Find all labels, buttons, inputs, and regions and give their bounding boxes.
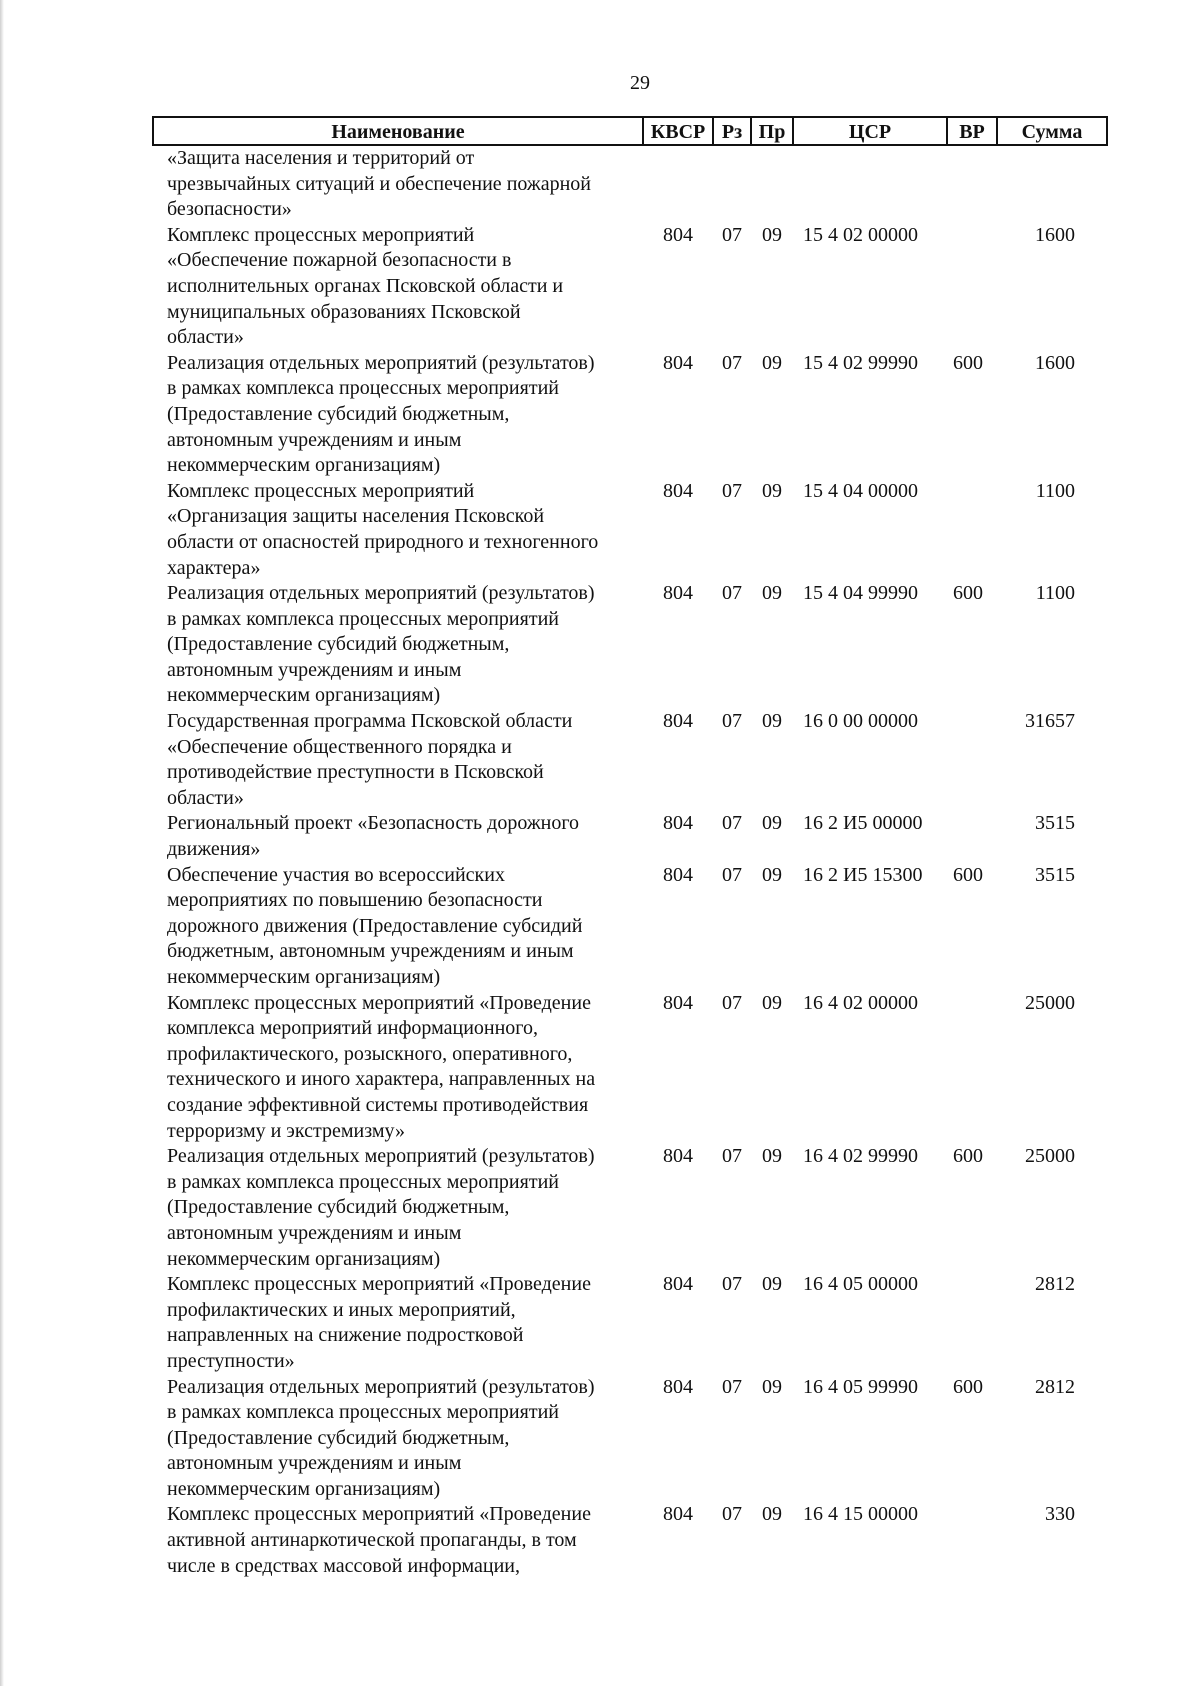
cell-kvsr: 804 (663, 991, 693, 1014)
cell-csr: 16 0 00 00000 (803, 710, 918, 733)
cell-sum: 1100 (1035, 479, 1075, 502)
cell-pr: 09 (762, 991, 782, 1014)
cell-name: Реализация отдельных мероприятий (результатов) в рамках комплекса процессных мероприятий (Предоставление субсидий бюджетным, автономным учреждениям и иным некоммерческим организациям) (167, 582, 595, 707)
cell-name: Реализация отдельных мероприятий (результатов) в рамках комплекса процессных мероприятий (Предоставление субсидий бюджетным, автономным учреждениям и иным некоммерческим организациям) (167, 1145, 595, 1270)
cell-csr: 16 4 05 99990 (803, 1375, 918, 1398)
header-csr: ЦСР (793, 117, 947, 145)
cell-sum: 25000 (1025, 1145, 1075, 1168)
cell-name: Обеспечение участия во всероссийских мероприятиях по повышению безопасности дорожного движения (Предоставление субсидий бюджетным, автономным учреждениям и иным некоммерческим организациям) (167, 863, 583, 988)
cell-csr: 15 4 04 99990 (803, 582, 918, 605)
cell-rz: 07 (722, 991, 742, 1014)
table-row (153, 1144, 1107, 1272)
cell-csr: 15 4 02 99990 (803, 351, 918, 374)
budget-table-container (152, 116, 1106, 1579)
cell-rz: 07 (722, 863, 742, 886)
cell-kvsr: 804 (663, 1375, 693, 1398)
cell-sum: 2812 (1035, 1375, 1075, 1398)
table-row (153, 709, 1107, 811)
cell-kvsr: 804 (663, 582, 693, 605)
cell-sum: 1600 (1035, 351, 1075, 374)
cell-name: Комплекс процессных мероприятий «Проведение профилактических и иных мероприятий, направленных на снижение подростковой преступности» (167, 1273, 591, 1372)
cell-sum: 2812 (1035, 1273, 1075, 1296)
header-vr: ВР (947, 117, 997, 145)
cell-rz (713, 145, 751, 223)
cell-name: Комплекс процессных мероприятий «Организация защиты населения Псковской области от опасностей природного и техногенного характера» (167, 479, 599, 579)
cell-name: «Защита населения и территорий от чрезвычайных ситуаций и обеспечение пожарной безопасности» (167, 147, 591, 221)
cell-csr: 16 2 И5 15300 (803, 863, 923, 886)
table-row (153, 351, 1107, 479)
cell-pr: 09 (762, 1273, 782, 1296)
cell-pr: 09 (762, 351, 782, 374)
cell-kvsr: 804 (663, 351, 693, 374)
cell-csr: 16 4 02 99990 (803, 1145, 918, 1168)
cell-pr: 09 (762, 479, 782, 502)
cell-rz: 07 (722, 582, 742, 605)
header-rz: Рз (713, 117, 751, 145)
cell-sum (997, 145, 1107, 223)
cell-vr: 600 (953, 863, 983, 886)
cell-vr (947, 223, 997, 351)
page-number: 29 (630, 72, 650, 94)
cell-name: Комплекс процессных мероприятий «Проведение активной антинаркотической пропаганды, в том числе в средствах массовой информации, (167, 1503, 591, 1577)
cell-name: Реализация отдельных мероприятий (результатов) в рамках комплекса процессных мероприятий (Предоставление субсидий бюджетным, автономным учреждениям и иным некоммерческим организациям) (167, 1375, 595, 1500)
table-row (153, 1502, 1107, 1579)
cell-rz: 07 (722, 223, 742, 246)
table-row (153, 811, 1107, 862)
header-sum: Сумма (997, 117, 1107, 145)
table-body (153, 145, 1107, 1579)
cell-sum: 3515 (1035, 812, 1075, 835)
cell-sum: 25000 (1025, 991, 1075, 1014)
table-row (153, 581, 1107, 709)
cell-pr: 09 (762, 1503, 782, 1526)
cell-csr: 16 4 05 00000 (803, 1273, 918, 1296)
cell-kvsr: 804 (663, 1273, 693, 1296)
cell-pr: 09 (762, 710, 782, 733)
cell-vr: 600 (953, 351, 983, 374)
cell-sum: 1100 (1035, 582, 1075, 605)
cell-kvsr: 804 (663, 479, 693, 502)
cell-pr (751, 145, 793, 223)
cell-name: Региональный проект «Безопасность дорожного движения» (167, 812, 580, 861)
cell-rz: 07 (722, 351, 742, 374)
cell-pr: 09 (762, 812, 782, 835)
cell-kvsr: 804 (663, 812, 693, 835)
table-row (153, 1375, 1107, 1503)
cell-sum: 1600 (1035, 223, 1075, 246)
cell-pr: 09 (762, 1145, 782, 1168)
cell-name: Государственная программа Псковской области «Обеспечение общественного порядка и противодействие преступности в Псковской области» (167, 710, 573, 809)
cell-kvsr (643, 145, 713, 223)
cell-sum: 3515 (1035, 863, 1075, 886)
table-row (153, 223, 1107, 351)
cell-vr: 600 (953, 1375, 983, 1398)
cell-csr: 16 2 И5 00000 (803, 812, 923, 835)
cell-vr (947, 479, 997, 581)
cell-vr (947, 1502, 997, 1579)
cell-vr: 600 (953, 1145, 983, 1168)
cell-pr: 09 (762, 1375, 782, 1398)
cell-name: Комплекс процессных мероприятий «Проведение комплекса мероприятий информационного, профилактического, розыскного, оперативного, технического и иного характера, направленных на создание эффективной системы противодействия терроризму и экстремизму» (167, 991, 596, 1142)
table-row (153, 991, 1107, 1145)
cell-kvsr: 804 (663, 223, 693, 246)
cell-rz: 07 (722, 812, 742, 835)
table-row (153, 1272, 1107, 1374)
cell-vr (947, 145, 997, 223)
cell-vr: 600 (953, 582, 983, 605)
budget-table (152, 116, 1108, 1579)
cell-rz: 07 (722, 710, 742, 733)
cell-name: Реализация отдельных мероприятий (результатов) в рамках комплекса процессных мероприятий (Предоставление субсидий бюджетным, автономным учреждениям и иным некоммерческим организациям) (167, 351, 595, 477)
cell-pr: 09 (762, 223, 782, 246)
table-row (153, 863, 1107, 991)
header-name: Наименование (153, 117, 643, 145)
cell-rz: 07 (722, 1273, 742, 1296)
cell-pr: 09 (762, 863, 782, 886)
cell-vr (947, 1272, 997, 1374)
cell-csr: 16 4 02 00000 (803, 991, 918, 1014)
cell-vr (947, 811, 997, 862)
table-header-row (153, 117, 1107, 145)
table-row (153, 145, 1107, 223)
cell-csr: 16 4 15 00000 (803, 1503, 918, 1526)
cell-csr (793, 145, 947, 223)
cell-vr (947, 709, 997, 811)
cell-rz: 07 (722, 1503, 742, 1526)
cell-kvsr: 804 (663, 1145, 693, 1168)
cell-pr: 09 (762, 582, 782, 605)
header-pr: Пр (751, 117, 793, 145)
cell-rz: 07 (722, 479, 742, 502)
cell-sum: 31657 (1025, 710, 1075, 733)
scan-edge (0, 0, 4, 1686)
header-kvsr: КВСР (643, 117, 713, 145)
cell-sum: 330 (1045, 1503, 1075, 1526)
cell-rz: 07 (722, 1375, 742, 1398)
cell-vr (947, 991, 997, 1145)
cell-csr: 15 4 04 00000 (803, 479, 918, 502)
cell-kvsr: 804 (663, 863, 693, 886)
cell-rz: 07 (722, 1145, 742, 1168)
cell-kvsr: 804 (663, 710, 693, 733)
cell-csr: 15 4 02 00000 (803, 223, 918, 246)
table-row (153, 479, 1107, 581)
cell-kvsr: 804 (663, 1503, 693, 1526)
cell-name: Комплекс процессных мероприятий «Обеспечение пожарной безопасности в исполнительных органах Псковской области и муниципальных образованиях Псковской области» (167, 223, 564, 349)
